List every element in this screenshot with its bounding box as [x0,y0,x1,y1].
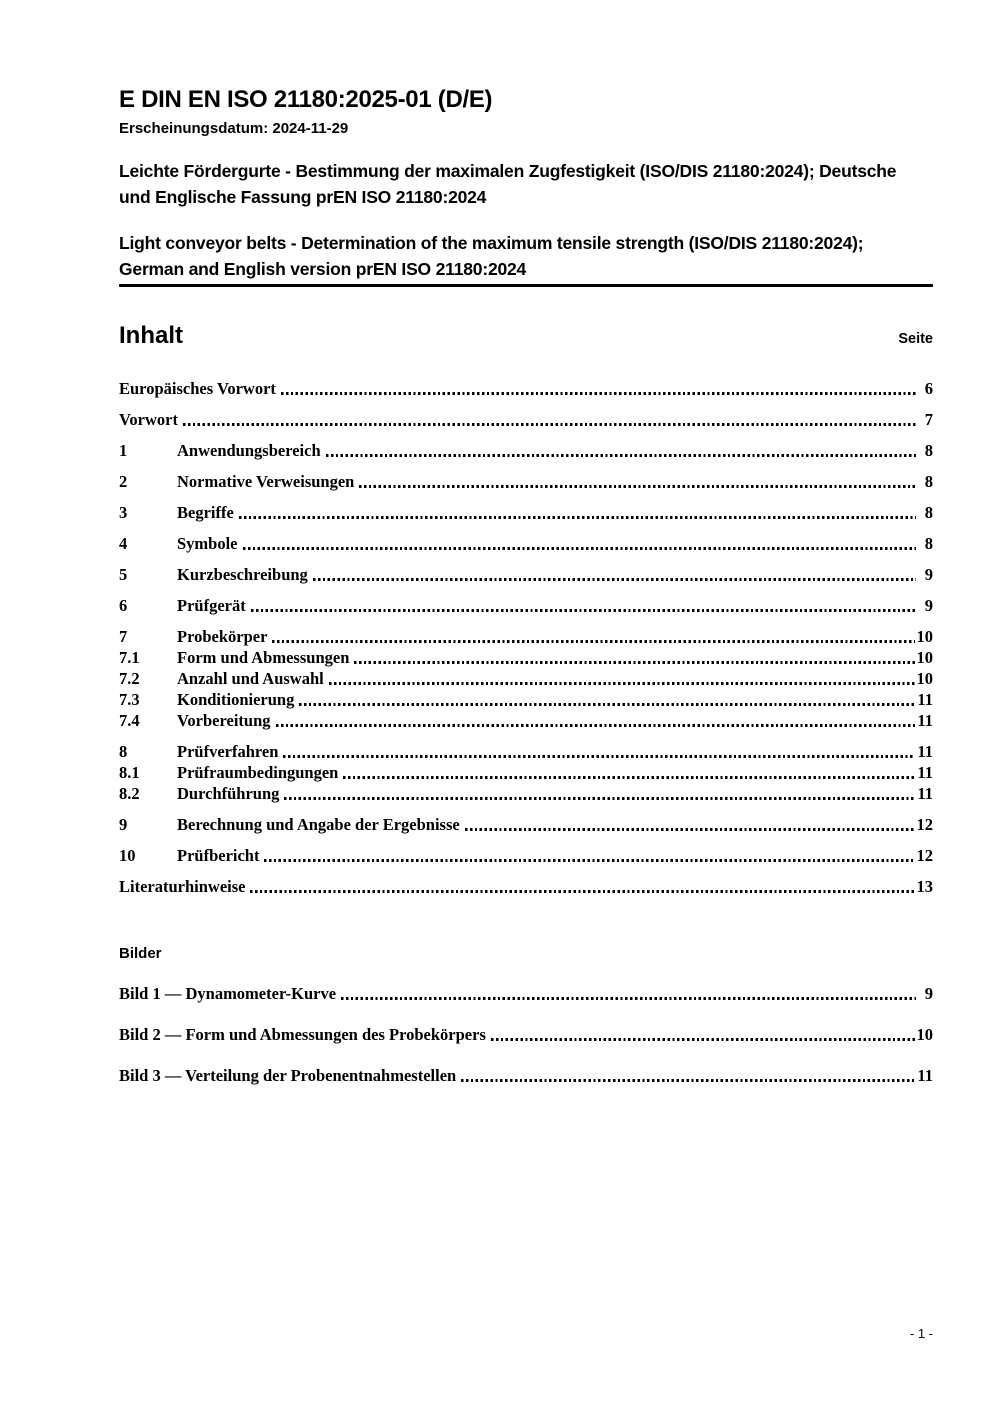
toc-entry-number: 3 [119,503,128,522]
dot-leader [299,703,915,706]
toc-entry-title: Prüfraumbedingungen [177,763,339,782]
toc-entry-title: Form und Abmessungen [177,648,350,667]
toc-page-column-label: Seite [898,331,933,347]
dot-leader [326,454,916,457]
dot-leader [243,547,916,550]
document-title-german: Leichte Fördergurte - Bestimmung der maximalen Zugfestigkeit (ISO/DIS 21180:2024); Deutsche und Englische Fassung prEN ISO 21180:2024 [119,161,897,207]
dot-leader [465,828,915,831]
toc-entry-page: 13 [916,877,933,896]
toc-entry-title: Prüfbericht [177,846,260,865]
toc-entry-number: 2 [119,472,128,491]
toc-entry-7-4[interactable] [119,712,933,730]
figure-entry-bild-2[interactable] [119,1026,933,1044]
toc-entry-number: 7.4 [119,711,140,730]
toc-entry-title: Durchführung [177,784,280,803]
toc-entry-number: 10 [119,846,136,865]
dot-leader [359,485,916,488]
toc-entry-page: 12 [916,815,933,834]
toc-entry-title: Vorwort [119,410,178,429]
title-divider-rule [119,284,933,287]
toc-entry-number: 4 [119,534,128,553]
toc-entry-page: 12 [916,846,933,865]
toc-entry-8-1[interactable] [119,764,933,782]
toc-entry-number: 7 [119,627,128,646]
figure-entry-bild-1[interactable] [119,985,933,1003]
toc-entry-7-1[interactable] [119,649,933,667]
toc-entry-title: Konditionierung [177,690,295,709]
figure-entry-page: 10 [916,1025,933,1044]
toc-entry-title: Symbole [177,534,238,553]
toc-entry-8-2[interactable] [119,785,933,803]
toc-entry-page: 6 [924,379,933,398]
dot-leader [239,516,916,519]
toc-entry-title: Anzahl und Auswahl [177,669,324,688]
dot-leader [354,661,914,664]
toc-entry-page: 11 [917,784,933,803]
document-title-english: Light conveyor belts - Determination of the maximum tensile strength (ISO/DIS 21180:2024); German and English version prEN ISO 21180:2024 [119,233,864,279]
toc-entry-page: 11 [917,763,933,782]
toc-entry-number: 7.1 [119,648,140,667]
standard-designation-title: E DIN EN ISO 21180:2025-01 (D/E) [119,86,493,113]
toc-entry-page: 11 [917,711,933,730]
toc-entry-5[interactable] [119,566,933,584]
dot-leader [491,1038,915,1041]
toc-entry-number: 8.2 [119,784,140,803]
toc-entry-page: 11 [917,690,933,709]
dot-leader [281,392,916,395]
toc-heading: Inhalt [119,322,183,349]
dot-leader [284,797,915,800]
toc-entry-number: 7.2 [119,669,140,688]
toc-entry-number: 5 [119,565,128,584]
toc-entry-1[interactable] [119,442,933,460]
figure-entry-title: Bild 2 — Form und Abmessungen des Probekörpers [119,1025,486,1044]
toc-entry-europaeisches-vorwort[interactable] [119,380,933,398]
figure-entry-title: Bild 3 — Verteilung der Probenentnahmestellen [119,1066,457,1085]
dot-leader [283,755,915,758]
toc-entry-title: Probekörper [177,627,268,646]
toc-entry-4[interactable] [119,535,933,553]
toc-entry-number: 8.1 [119,763,140,782]
toc-entry-vorwort[interactable] [119,411,933,429]
toc-entry-title: Europäisches Vorwort [119,379,276,398]
page-number: - 1 - [909,1326,933,1341]
dot-leader [251,609,916,612]
toc-entry-page: 8 [924,503,933,522]
toc-entry-2[interactable] [119,473,933,491]
toc-entry-page: 10 [916,627,933,646]
figures-heading: Bilder [119,945,162,962]
dot-leader [276,724,916,727]
figure-entry-bild-3[interactable] [119,1067,933,1085]
figure-list [119,985,933,1085]
figure-entry-page: 11 [917,1066,933,1085]
toc-entry-title: Prüfgerät [177,596,246,615]
toc-entry-number: 7.3 [119,690,140,709]
dot-leader [329,682,915,685]
toc-entry-number: 6 [119,596,128,615]
toc-entry-number: 1 [119,441,128,460]
toc-entry-title: Vorbereitung [177,711,271,730]
toc-entry-title: Normative Verweisungen [177,472,355,491]
toc-entry-title: Kurzbeschreibung [177,565,308,584]
dot-leader [264,859,914,862]
toc-entry-number: 9 [119,815,128,834]
toc-entry-10[interactable] [119,847,933,865]
page-content [119,86,933,1085]
dot-leader [461,1079,915,1082]
toc-entry-page: 8 [924,534,933,553]
figure-entry-page: 9 [924,984,933,1003]
toc-entry-7[interactable] [119,628,933,646]
toc-entry-page: 11 [917,742,933,761]
publication-date: Erscheinungsdatum: 2024-11-29 [119,120,349,137]
dot-leader [313,578,916,581]
table-of-contents [119,380,933,896]
toc-entry-page: 10 [916,648,933,667]
toc-entry-title: Literaturhinweise [119,877,246,896]
toc-entry-8[interactable] [119,743,933,761]
toc-entry-3[interactable] [119,504,933,522]
page-footer [119,1326,933,1341]
toc-entry-9[interactable] [119,816,933,834]
toc-header [119,322,933,350]
dot-leader [341,997,916,1000]
toc-entry-page: 9 [924,596,933,615]
toc-entry-6[interactable] [119,597,933,615]
toc-entry-7-3[interactable] [119,691,933,709]
toc-entry-page: 8 [924,441,933,460]
dot-leader [343,776,915,779]
toc-entry-literaturhinweise[interactable] [119,878,933,896]
toc-entry-page: 9 [924,565,933,584]
toc-entry-title: Begriffe [177,503,234,522]
toc-entry-page: 10 [916,669,933,688]
dot-leader [183,423,916,426]
toc-entry-title: Berechnung und Angabe der Ergebnisse [177,815,460,834]
toc-entry-7-2[interactable] [119,670,933,688]
toc-entry-title: Prüfverfahren [177,742,279,761]
toc-entry-page: 7 [924,410,933,429]
toc-entry-title: Anwendungsbereich [177,441,321,460]
figure-entry-title: Bild 1 — Dynamometer-Kurve [119,984,337,1003]
dot-leader [250,890,914,893]
dot-leader [272,640,914,643]
toc-entry-page: 8 [924,472,933,491]
toc-entry-number: 8 [119,742,128,761]
